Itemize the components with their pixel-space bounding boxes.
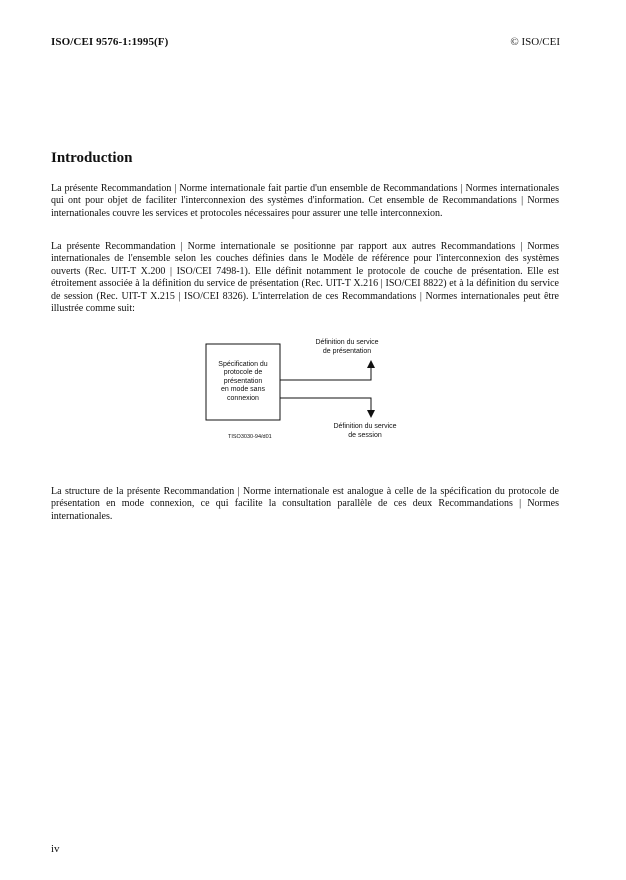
box-line: connexion [227, 394, 259, 402]
arrow-up-head [367, 360, 375, 368]
page-number: iv [51, 843, 60, 855]
document-identifier: ISO/CEI 9576-1:1995(F) [51, 36, 169, 48]
label-line: de présentation [322, 348, 372, 355]
relationship-diagram [195, 333, 455, 453]
box-line: présentation [223, 377, 263, 385]
figure-reference: TISO3030-94/d01 [228, 434, 272, 440]
copyright-notice: © ISO/CEI [510, 36, 560, 48]
box-line: protocole de [223, 369, 263, 377]
presentation-service-label [307, 338, 387, 356]
box-line: en mode sans [221, 386, 265, 394]
label-line: Définition du service [333, 423, 397, 430]
arrow-down-head [367, 410, 375, 418]
intro-paragraph-1: La présente Recommandation | Norme internationale fait partie d'un ensemble de Recommandations | Normes internationales qui ont pour objet de faciliter l'interconnexion des systèmes d'information. Cet ensemble de Recommandations | Normes internationales couvre les services et protocoles nécessaires pour assurer une telle interconnexion. [51, 183, 559, 219]
session-service-label [325, 422, 405, 440]
intro-paragraph-2: La présente Recommandation | Norme internationale se positionne par rapport aux autres Recommandations | Normes internationales de l'ensemble selon les couches définies dans le Modèle de référence pour l'interconnexion des systèmes ouverts (Rec. UIT-T X.200 | ISO/CEI 7498-1). Elle définit notamment le protocole de couche de présentation. Elle est étroitement associée à la définition du service de présentation (Rec. UIT-T X.216 | ISO/CEI 8822) et à la définition du service de session (Rec. UIT-T X.215 | ISO/CEI 8326). L'interrelation de ces Recommandations | Normes internationales peut être illustrée comme suit: [51, 241, 559, 315]
intro-paragraph-3: La structure de la présente Recommandation | Norme internationale est analogue à celle de la spécification du protocole de présentation en mode connexion, ce qui facilite la consultation parallèle de ces deux Recommandations | Normes internationales. [51, 486, 559, 522]
label-line: Définition du service [315, 339, 379, 346]
protocol-specification-box [206, 344, 280, 420]
arrow-to-presentation-service [280, 367, 371, 380]
section-title: Introduction [51, 150, 133, 166]
arrow-to-session-service [280, 398, 371, 411]
box-line: Spécification du [218, 360, 268, 368]
label-line: de session [348, 432, 382, 439]
